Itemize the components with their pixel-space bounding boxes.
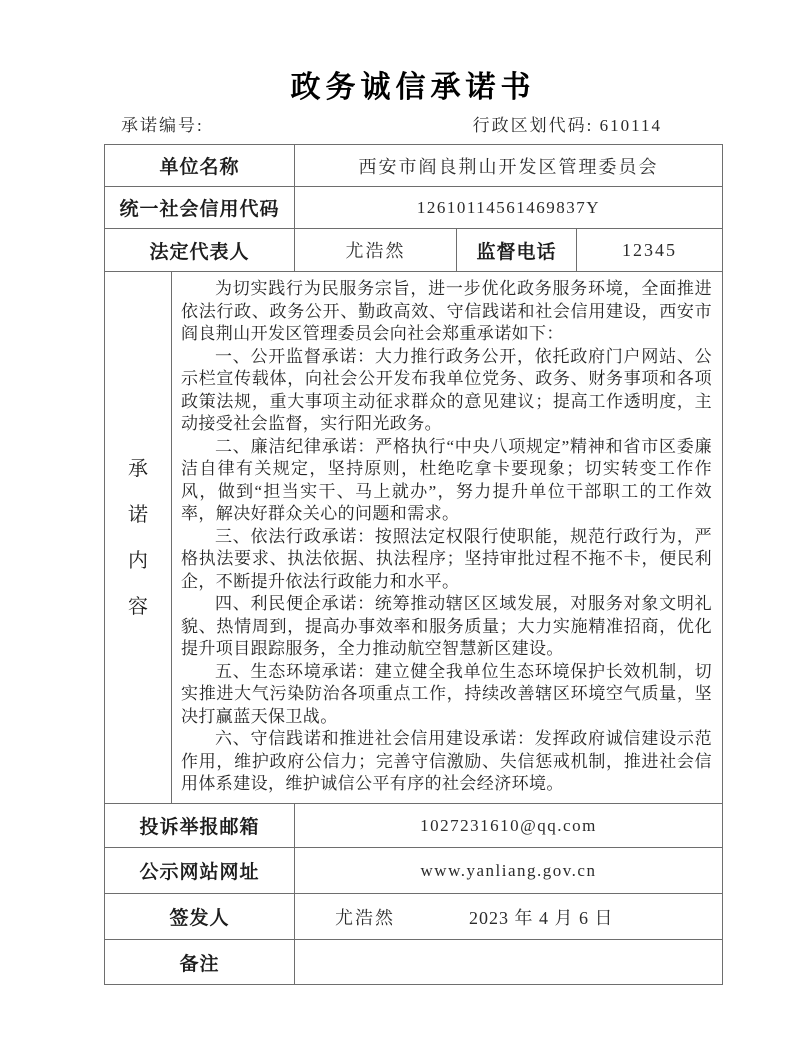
document-header bbox=[104, 0, 722, 138]
promise-number-label: 承诺编号: bbox=[121, 116, 204, 135]
table-row-legal-rep bbox=[105, 229, 723, 272]
content-label-char: 容 bbox=[128, 595, 148, 618]
content-paragraph: 四、利民便企承诺：统筹推动辖区区域发展，对服务对象文明礼貌、热情周到，提高办事效率和服务质量；大力实施精准招商，优化提升项目跟踪服务，全力推动航空智慧新区建设。 bbox=[181, 594, 713, 658]
content-paragraph: 一、公开监督承诺：大力推行政务公开，依托政府门户网站、公示栏宣传载体，向社会公开发布我单位党务、政务、财务事项和各项政策法规，重大事项主动征求群众的意见建议；提高工作透明度，主动接受社会监督，实行阳光政务。 bbox=[181, 346, 713, 433]
public-site-label: 公示网站网址 bbox=[105, 848, 295, 894]
commitment-content-text bbox=[172, 272, 722, 803]
content-paragraph: 二、廉洁纪律承诺：严格执行“中央八项规定”精神和省市区委廉洁自律有关规定，坚持原则，杜绝吃拿卡要现象；切实转变工作作风，做到“担当实干、马上就办”，努力提升单位干部职工的工作效率，解决好群众关心的问题和需求。 bbox=[181, 436, 713, 523]
supervise-phone-label: 监督电话 bbox=[457, 229, 577, 272]
credit-code-value: 12610114561469837Y bbox=[295, 187, 723, 229]
table-row-credit-code bbox=[105, 187, 723, 229]
issue-date: 2023 年 4 月 6 日 bbox=[469, 907, 614, 928]
table-row-commitment-content bbox=[105, 272, 723, 804]
legal-rep-value: 尤浩然 bbox=[295, 229, 457, 272]
content-label-char: 诺 bbox=[128, 503, 148, 526]
page-title: 政务诚信承诺书 bbox=[290, 71, 536, 104]
commitment-table bbox=[104, 144, 723, 985]
complaint-email-value: 1027231610@qq.com bbox=[295, 804, 723, 848]
issuer-name: 尤浩然 bbox=[335, 907, 395, 928]
table-row-issuer bbox=[105, 894, 723, 940]
admin-division-code: 行政区划代码: 610114 bbox=[472, 116, 662, 135]
table-row-remark bbox=[105, 940, 723, 985]
unit-name-label: 单位名称 bbox=[105, 145, 295, 187]
issuer-value bbox=[295, 904, 722, 930]
issuer-label: 签发人 bbox=[105, 894, 295, 940]
commitment-content bbox=[105, 272, 722, 803]
remark-value bbox=[295, 940, 723, 985]
table-row-unit-name bbox=[105, 145, 723, 187]
credit-code-label: 统一社会信用代码 bbox=[105, 187, 295, 229]
unit-name-value: 西安市阎良荆山开发区管理委员会 bbox=[295, 145, 723, 187]
content-paragraph: 三、依法行政承诺：按照法定权限行使职能，规范行政行为，严格执法要求、执法依据、执法程序；坚持审批过程不拖不卡，便民利企，不断提升依法行政能力和水平。 bbox=[181, 526, 713, 591]
complaint-email-label: 投诉举报邮箱 bbox=[105, 804, 295, 848]
supervise-phone-value: 12345 bbox=[577, 229, 723, 272]
legal-rep-label: 法定代表人 bbox=[105, 229, 295, 272]
content-label-char: 承 bbox=[128, 457, 148, 480]
meta-row bbox=[104, 114, 722, 138]
table-row-complaint-email bbox=[105, 804, 723, 848]
content-paragraph: 六、守信践诺和推进社会信用建设承诺：发挥政府诚信建设示范作用，维护政府公信力；完善守信激励、失信惩戒机制，推进社会信用体系建设，维护诚信公平有序的社会经济环境。 bbox=[181, 729, 713, 793]
public-site-value: www.yanliang.gov.cn bbox=[295, 848, 723, 894]
remark-label: 备注 bbox=[105, 940, 295, 985]
content-paragraph: 五、生态环境承诺：建立健全我单位生态环境保护长效机制，切实推进大气污染防治各项重点工作，持续改善辖区环境空气质量，坚决打赢蓝天保卫战。 bbox=[181, 661, 713, 726]
content-paragraph: 为切实践行为民服务宗旨，进一步优化政务服务环境，全面推进依法行政、政务公开、勤政高效、守信践诺和社会信用建设，西安市阎良荆山开发区管理委员会向社会郑重承诺如下： bbox=[181, 279, 713, 343]
content-label-char: 内 bbox=[128, 549, 148, 572]
commitment-content-label bbox=[105, 272, 172, 803]
table-row-public-site bbox=[105, 848, 723, 894]
